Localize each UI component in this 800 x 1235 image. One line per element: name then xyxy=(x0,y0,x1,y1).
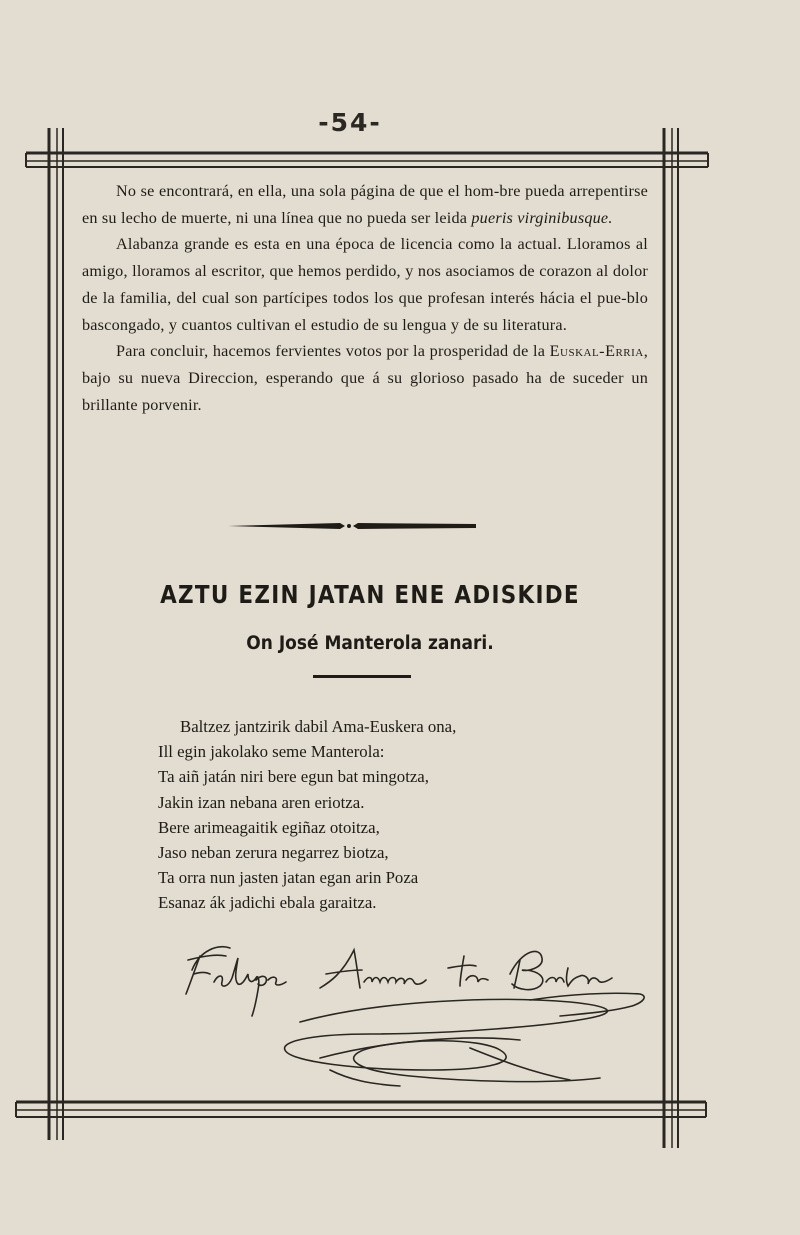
poem-stanza xyxy=(158,714,598,916)
handwritten-signature xyxy=(170,930,650,1100)
poem-line: Baltzez jantzirik dabil Ama-Euskera ona, xyxy=(180,717,457,736)
poem-line: Jakin izan nebana aren eriotza. xyxy=(158,792,365,812)
poem-line: Ta aiñ jatán niri bere egun bat mingotza, xyxy=(158,767,429,787)
poem-line: Jaso neban zerura negarrez biotza, xyxy=(158,843,389,863)
poem-line: Bere arimeagaitik egiñaz otoitza, xyxy=(158,817,380,837)
paragraph-1: No se encontrará, en ella, una sola página de que el hom-bre pueda arrepentirse en su lecho de muerte, ni una línea que no pueda ser leida pueris virginibusque. xyxy=(82,182,648,227)
poem-dedication: On José Manterola zanari. xyxy=(246,633,494,654)
journal-name: Euskal-Erria xyxy=(549,342,644,361)
paragraph-2: Alabanza grande es esta en una época de licencia como la actual. Lloramos al amigo, lloramos al escritor, que hemos perdido, y nos asociamos de corazon al dolor de la familia, del cual son partícipes todos los que profesan interés hácia el pue-blo bascongado, y cuantos cultivan el estudio de su lengua y de su literatura. xyxy=(82,235,648,334)
title-rule xyxy=(313,675,411,678)
poem-line: Ill egin jakolako seme Manterola: xyxy=(158,742,385,762)
poem-line: Ta orra nun jasten jatan egan arin Poza xyxy=(158,868,419,888)
paragraph-3: Para concluir, hacemos fervientes votos por la prosperidad de la Euskal-Erria, bajo su nueva Direccion, esperando que á su glorioso pasado ha de suceder un brillante porvenir. xyxy=(82,342,648,414)
poem-line: Esanaz ák jadichi ebala garaitza. xyxy=(158,893,377,913)
page-number: -54- xyxy=(318,108,382,137)
article-text xyxy=(82,178,648,418)
latin-phrase: pueris virginibusque. xyxy=(471,208,613,227)
poem-title: AZTU EZIN JATAN ENE ADISKIDE xyxy=(160,580,580,609)
ornamental-separator xyxy=(228,523,476,529)
